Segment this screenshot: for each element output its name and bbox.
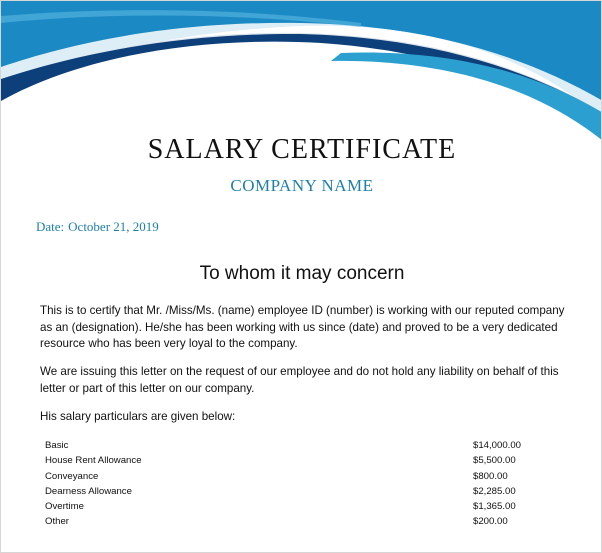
salary-label: Other: [45, 516, 69, 528]
paragraph-salary-intro: His salary particulars are given below:: [40, 410, 236, 423]
salutation: To whom it may concern: [199, 263, 405, 284]
salary-label: House Rent Allowance: [45, 455, 142, 467]
salary-label: Overtime: [45, 501, 84, 513]
salary-row: [45, 514, 535, 529]
header-wave-decoration: [1, 1, 602, 141]
paragraph-certification: This is to certify that Mr. /Miss/Ms. (name) employee ID (number) is working with our reputed company as an (designation). He/she has been working with us since (date) and proved to be a very dedicated resource who has been very loyal to the company.: [40, 304, 565, 350]
salary-amount: $14,000.00: [473, 440, 522, 451]
date-line: [36, 219, 159, 235]
company-name: COMPANY NAME: [230, 176, 374, 195]
salary-row: [45, 469, 535, 484]
salary-table: [45, 438, 535, 530]
salary-amount: $5,500.00: [473, 455, 516, 467]
salary-row: [45, 438, 535, 453]
salary-row: [45, 484, 535, 499]
date-value: October 21, 2019: [68, 219, 159, 234]
salary-amount: $800.00: [473, 470, 508, 482]
salary-amount: $2,285.00: [473, 485, 516, 497]
paragraph-liability: We are issuing this letter on the request of our employee and do not hold any liability on behalf of this letter or part of this letter on our company.: [40, 365, 559, 395]
date-label: Date:: [36, 219, 65, 234]
salary-label: Conveyance: [45, 470, 99, 482]
salary-amount: $200.00: [473, 516, 508, 528]
salary-row: [45, 499, 535, 514]
salary-amount: $1,365.00: [473, 501, 516, 513]
salary-label: Dearness Allowance: [45, 485, 132, 497]
certificate-title: SALARY CERTIFICATE: [147, 134, 457, 165]
salary-label: Basic: [45, 440, 69, 451]
salary-row: [45, 453, 535, 468]
